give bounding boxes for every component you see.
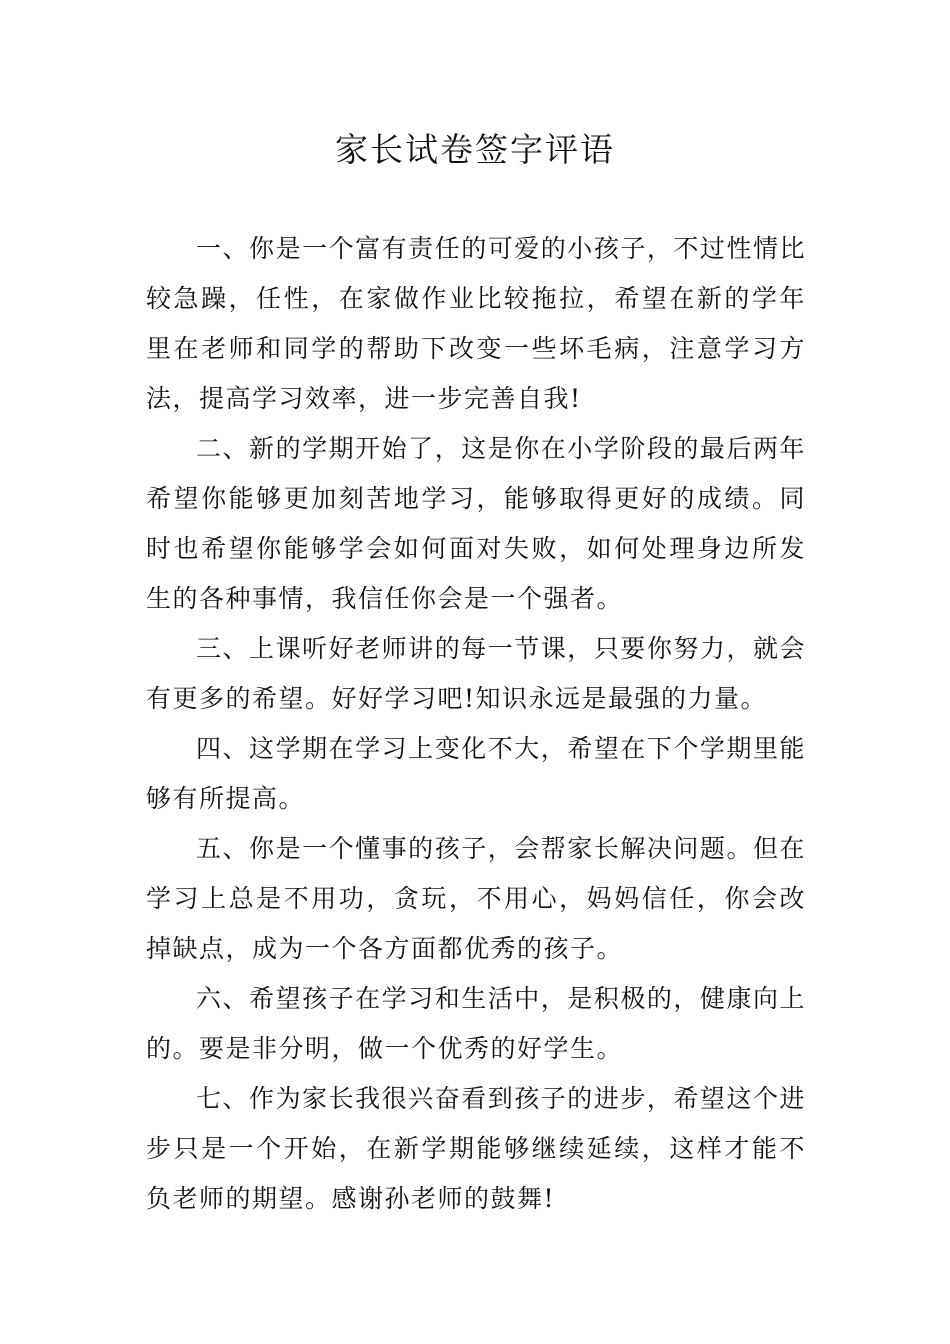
document-title: 家长试卷签字评语 [335,130,615,169]
paragraph-1: 一、你是一个富有责任的可爱的小孩子，不过性情比较急躁，任性，在家做作业比较拖拉，希望在新的学年里在老师和同学的帮助下改变一些坏毛病，注意学习方法，提高学习效率，进一步完善自我! [146,234,806,413]
paragraph-2: 二、新的学期开始了，这是你在小学阶段的最后两年希望你能够更加刻苦地学习，能够取得更好的成绩。同时也希望你能够学会如何面对失败，如何处理身边所发生的各种事情，我信任你会是一个强者。 [146,434,806,613]
document-body [146,224,806,1224]
paragraph-6: 六、希望孩子在学习和生活中，是积极的，健康向上的。要是非分明，做一个优秀的好学生。 [146,984,806,1063]
paragraph-4: 四、这学期在学习上变化不大，希望在下个学期里能够有所提高。 [146,734,806,813]
paragraph-5: 五、你是一个懂事的孩子，会帮家长解决问题。但在学习上总是不用功，贪玩，不用心，妈妈信任，你会改掉缺点，成为一个各方面都优秀的孩子。 [146,834,806,963]
paragraph-7: 七、作为家长我很兴奋看到孩子的进步，希望这个进步只是一个开始，在新学期能够继续延续，这样才能不负老师的期望。感谢孙老师的鼓舞! [146,1084,806,1213]
paragraph-3: 三、上课听好老师讲的每一节课，只要你努力，就会有更多的希望。好好学习吧!知识永远是最强的力量。 [146,634,806,713]
